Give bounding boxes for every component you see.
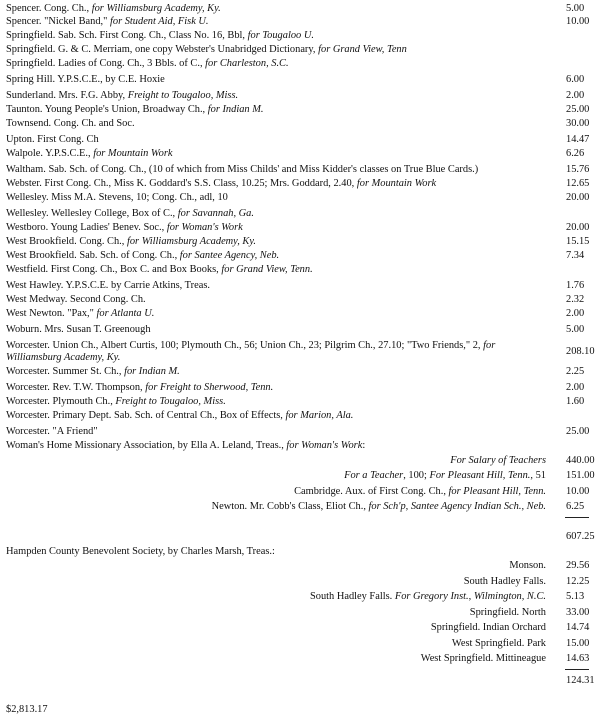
entry-description bbox=[6, 576, 546, 588]
entry-text: Spring Hill. Y.P.S.C.E., by C.E. Hoxie bbox=[6, 74, 165, 85]
entry-amount: 14.74 bbox=[566, 622, 590, 633]
entry-text: Spencer. "Nickel Band," bbox=[6, 16, 110, 27]
entry-description bbox=[6, 591, 546, 603]
entry-description bbox=[6, 264, 498, 276]
subtotal-rule bbox=[565, 517, 589, 518]
entry-text: Hampden County Benevolent Society, by Charles Marsh, Treas.: bbox=[6, 546, 275, 557]
entry-amount: 2.00 bbox=[566, 90, 585, 101]
entry-description bbox=[6, 638, 546, 650]
entry-purpose: for Charleston, S.C. bbox=[205, 58, 289, 69]
entry-text: Woman's Home Missionary Association, by Ella A. Leland, Treas., bbox=[6, 440, 287, 451]
entry-amount: 2.00 bbox=[566, 382, 585, 393]
entry-description bbox=[6, 280, 498, 292]
entry-amount: 1.76 bbox=[566, 280, 585, 291]
entry-description bbox=[6, 396, 498, 408]
entry-text: Springfield. North bbox=[469, 606, 546, 618]
entry-purpose: for Mountain Work bbox=[93, 148, 173, 159]
entry-description bbox=[6, 486, 546, 498]
entry-description bbox=[6, 546, 498, 558]
entry-amount: 25.00 bbox=[566, 426, 590, 437]
entry-amount: 12.25 bbox=[566, 575, 590, 587]
entry-description bbox=[6, 440, 498, 452]
entry-amount: 5.00 bbox=[566, 3, 585, 14]
entry-text: Walpole. Y.P.S.C.E., bbox=[6, 148, 94, 159]
entry-description bbox=[6, 104, 498, 116]
entry-amount: 20.00 bbox=[566, 192, 590, 203]
entry-amount: 7.34 bbox=[566, 250, 585, 261]
entry-amount: 14.47 bbox=[566, 134, 590, 145]
entry-description bbox=[6, 192, 498, 204]
entry-description bbox=[6, 90, 498, 102]
entry-text: Worcester. "A Friend" bbox=[6, 426, 98, 437]
entry-description bbox=[6, 501, 546, 513]
entry-description bbox=[6, 134, 498, 146]
entry-text: Newton. Mr. Cobb's Class, Eliot Ch., bbox=[211, 501, 369, 512]
entry-description bbox=[6, 704, 498, 716]
entry-text: Wellesley. Miss M.A. Stevens, 10; Cong. Ch., adl, 10 bbox=[6, 192, 228, 203]
entry-text: Upton. First Cong. Ch bbox=[6, 134, 99, 145]
entry-text: Worcester. Summer St. Ch., bbox=[6, 366, 125, 377]
entry-description bbox=[6, 622, 546, 634]
entry-description bbox=[6, 148, 498, 160]
entry-purpose: for Freight to Sherwood, Tenn. bbox=[145, 382, 274, 393]
entry-amount: 124.31 bbox=[566, 675, 595, 686]
entry-description bbox=[6, 426, 498, 438]
entry-description bbox=[6, 58, 498, 70]
entry-purpose: for Student Aid, Fisk U. bbox=[110, 16, 209, 27]
entry-amount: 14.63 bbox=[566, 653, 590, 664]
entry-purpose: For a Teacher bbox=[344, 470, 404, 481]
entry-amount: 6.00 bbox=[566, 74, 585, 85]
entry-text: West Springfield. Mittineague bbox=[420, 653, 546, 664]
entry-amount: 6.26 bbox=[566, 148, 585, 159]
entry-amount: 29.56 bbox=[566, 560, 590, 571]
entry-text: Springfield. Indian Orchard bbox=[430, 622, 546, 633]
entry-description bbox=[6, 3, 498, 15]
entry-purpose: for Grand View, Tenn bbox=[318, 44, 407, 55]
entry-description bbox=[6, 366, 498, 378]
entry-description bbox=[6, 308, 498, 320]
entry-text: West Springfield. Park bbox=[451, 637, 546, 649]
entry-text: Worcester. Rev. T.W. Thompson, bbox=[6, 382, 146, 393]
entry-description bbox=[6, 118, 498, 130]
entry-text: Worcester. Union Ch., Albert Curtis, 100; Plymouth Ch., 56; Union Ch., 23; Pilgrim Ch., 27.10; "Two Friends," 2, bbox=[6, 340, 484, 351]
entry-amount: 10.00 bbox=[566, 16, 590, 27]
entry-amount: 5.00 bbox=[566, 324, 585, 335]
entry-purpose: Freight to Tougaloo, Miss. bbox=[127, 90, 239, 101]
entry-description bbox=[6, 74, 498, 86]
entry-description bbox=[6, 324, 498, 336]
entry-text: Worcester. Primary Dept. Sab. Sch. of Central Ch., Box of Effects, bbox=[6, 410, 286, 421]
entry-text: Springfield. Sab. Sch. First Cong. Ch., Class No. 16, Bbl, bbox=[6, 30, 248, 41]
entry-text: South Hadley Falls. bbox=[463, 575, 546, 587]
entry-purpose: for Pleasant Hill, Tenn. bbox=[448, 486, 546, 497]
entry-text: Worcester. Plymouth Ch., bbox=[6, 396, 116, 407]
entry-text: Sunderland. Mrs. F.G. Abby, bbox=[6, 90, 128, 101]
entry-description bbox=[6, 607, 546, 619]
entry-description bbox=[6, 294, 498, 306]
entry-text: Spencer. Cong. Ch., bbox=[6, 3, 92, 14]
entry-description bbox=[6, 470, 546, 482]
entry-text: Townsend. Cong. Ch. and Soc. bbox=[6, 118, 135, 129]
entry-description bbox=[6, 44, 498, 56]
entry-amount: 208.10 bbox=[566, 346, 595, 357]
entry-text: West Brookfield. Sab. Sch. of Cong. Ch., bbox=[6, 250, 180, 261]
subtotal-rule bbox=[565, 669, 589, 670]
entry-text: Monson. bbox=[509, 560, 546, 571]
entry-text: Webster. First Cong. Ch., Miss K. Goddard's S.S. Class, 10.25; Mrs. Goddard, 2.40, bbox=[6, 178, 357, 189]
entry-purpose: for Williamsburg Academy, Ky. bbox=[91, 3, 221, 14]
entry-description bbox=[6, 236, 498, 248]
entry-purpose: For Gregory Inst., Wilmington, N.C. bbox=[394, 591, 546, 602]
entry-text: Springfield. G. & C. Merriam, one copy Webster's Unabridged Dictionary, bbox=[6, 44, 319, 55]
entry-purpose: for Grand View, Tenn. bbox=[221, 264, 313, 275]
entry-text: West Medway. Second Cong. Ch. bbox=[6, 294, 146, 305]
entry-purpose: for Indian M. bbox=[124, 366, 180, 377]
entry-purpose: for Santee Agency, Neb. bbox=[179, 250, 280, 261]
entry-text: West Hawley. Y.P.S.C.E. by Carrie Atkins, Treas. bbox=[6, 280, 210, 291]
entry-text: Westboro. Young Ladies' Benev. Soc., bbox=[6, 222, 167, 233]
entry-purpose: for Williamsburg Academy, Ky. bbox=[6, 340, 496, 363]
entry-amount: 15.00 bbox=[566, 637, 590, 649]
entry-amount: 151.00 bbox=[566, 470, 595, 481]
entry-description bbox=[6, 222, 498, 234]
entry-description bbox=[6, 653, 546, 665]
entry-amount: 12.65 bbox=[566, 178, 590, 189]
entry-amount: 15.76 bbox=[566, 164, 590, 175]
entry-purpose: for Indian M. bbox=[207, 104, 264, 115]
entry-purpose: for Atlanta U. bbox=[96, 308, 155, 319]
entry-text: Springfield. Ladies of Cong. Ch., 3 Bbls. of C., bbox=[6, 58, 206, 69]
entry-purpose: for Marion, Ala. bbox=[285, 410, 354, 421]
entry-amount: 2.25 bbox=[566, 366, 585, 377]
entry-purpose: for Sch'p, Santee Agency Indian Sch., Neb. bbox=[368, 501, 546, 512]
entry-text: $2,813.17 bbox=[6, 704, 48, 715]
entry-description bbox=[6, 340, 498, 364]
entry-text: , 100; bbox=[403, 470, 430, 481]
entry-description bbox=[6, 455, 546, 467]
entry-purpose: for Woman's Work bbox=[166, 222, 243, 233]
entry-amount: 607.25 bbox=[566, 531, 595, 542]
entry-amount: 10.00 bbox=[566, 486, 590, 497]
entry-purpose: Freight to Tougaloo, Miss. bbox=[115, 396, 226, 407]
entry-purpose: For Salary of Teachers bbox=[450, 455, 546, 466]
entry-description bbox=[6, 560, 546, 572]
entry-description bbox=[6, 16, 498, 28]
entry-purpose: for Mountain Work bbox=[356, 178, 437, 189]
entry-text: Woburn. Mrs. Susan T. Greenough bbox=[6, 324, 151, 335]
entry-text: : bbox=[362, 440, 366, 451]
entry-description bbox=[6, 410, 498, 422]
entry-amount: 33.00 bbox=[566, 606, 590, 618]
entry-description bbox=[6, 178, 498, 190]
entry-amount: 5.13 bbox=[566, 591, 585, 602]
entry-purpose: For Pleasant Hill, Tenn. bbox=[429, 470, 531, 481]
entry-amount: 30.00 bbox=[566, 118, 590, 129]
entry-amount: 15.15 bbox=[566, 236, 590, 247]
entry-description bbox=[6, 30, 498, 42]
entry-amount: 440.00 bbox=[566, 455, 595, 466]
entry-text: West Newton. "Pax," bbox=[6, 308, 97, 319]
entry-text: Wellesley. Wellesley College, Box of C., bbox=[6, 208, 178, 219]
entry-description bbox=[6, 382, 498, 394]
entry-text: Westfield. First Cong. Ch., Box C. and Box Books, bbox=[6, 264, 222, 275]
entry-amount: 2.32 bbox=[566, 294, 585, 305]
entry-text: Cambridge. Aux. of First Cong. Ch., bbox=[294, 486, 449, 497]
entry-amount: 20.00 bbox=[566, 222, 590, 233]
entry-text: Taunton. Young People's Union, Broadway Ch., bbox=[6, 104, 208, 115]
entry-purpose: for Williamsburg Academy, Ky. bbox=[126, 236, 256, 247]
entry-text: Waltham. Sab. Sch. of Cong. Ch., (10 of which from Miss Childs' and Miss Kidder's classes on True Blue Cards.) bbox=[6, 164, 479, 175]
entry-amount: 2.00 bbox=[566, 308, 585, 319]
entry-text: West Brookfield. Cong. Ch., bbox=[6, 236, 127, 247]
entry-purpose: for Savannah, Ga. bbox=[177, 208, 254, 219]
entry-text: South Hadley Falls. bbox=[309, 591, 395, 602]
entry-description bbox=[6, 164, 498, 176]
entry-description bbox=[6, 208, 498, 220]
entry-amount: 25.00 bbox=[566, 104, 590, 115]
entry-text: , 51 bbox=[530, 470, 546, 481]
entry-description bbox=[6, 250, 498, 262]
entry-amount: 1.60 bbox=[566, 396, 585, 407]
entry-purpose: for Tougaloo U. bbox=[247, 30, 314, 41]
entry-amount: 6.25 bbox=[566, 501, 585, 512]
entry-purpose: for Woman's Work bbox=[286, 440, 363, 451]
